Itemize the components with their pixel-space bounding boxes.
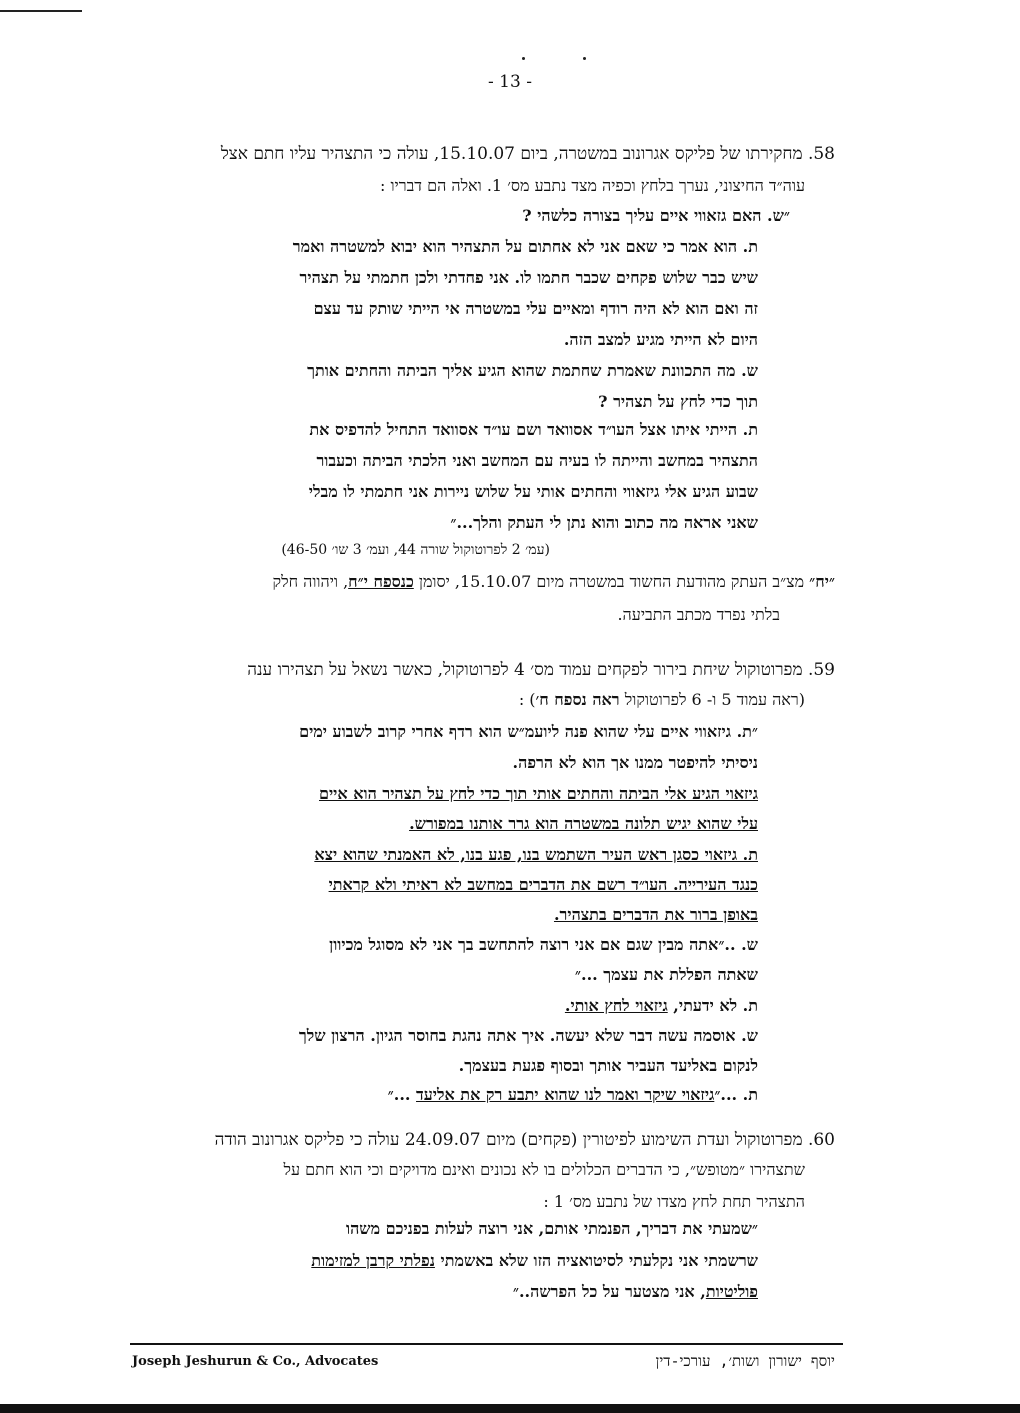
quote-answer-line: ניסיתי להיפטר ממנו אך הוא לא הרפה.	[512, 753, 758, 772]
quote-line	[513, 1282, 758, 1302]
quote-answer-line	[565, 996, 758, 1016]
quote-answer-line: זה ואם הוא לא היה רודף ומאיים עלי במשטרה אי הייתי שותק עד עצם	[313, 299, 758, 318]
quote-line: ״שמעתי את דבריך, הפנמתי אותם, אני רוצה לעלות בפניכם משהו	[346, 1219, 758, 1238]
annex-line: בלתי נפרד מכתב התביעה.	[617, 605, 780, 624]
scan-corner-line	[0, 10, 82, 12]
paragraph-59-line: 59. מפרוטוקול שיחת בירור לפקחים עמוד מס׳ 4 לפרוטוקול, כאשר נשאל על תצהירו ענה	[247, 660, 835, 680]
quote-answer-line: שיש כבר שלוש פקחים שכבר חתמו לו. אני פחדתי ולכן חתמתי על תצהיר	[299, 268, 758, 287]
quote-answer-line: ת. הוא אמר כי שאם אני לא אחתום על התצהיר הוא יבוא למשטרה ואמר	[292, 237, 758, 256]
footer-divider	[130, 1343, 843, 1345]
quote-text: שרשמתי אני נקלעתי לסיטואציה הזו שלא באשמתי	[434, 1251, 758, 1270]
reference-text-end: ) :	[518, 690, 536, 709]
scan-dot	[522, 57, 525, 60]
quote-answer-line-underlined: ת. גיזאוי כסגן ראש העיר השתמש בנו, פגע בנו, לא האמנתי שהוא יצא	[314, 845, 758, 864]
quote-answer-line: ת. הייתי איתו אצל העו״ד אסוואד ושם עו״ד אסוואד התחיל להדפיס את	[309, 420, 758, 439]
quote-answer-line-underlined: גיזאוי הגיע אלי הביתה והחתים אותי תוך כדי לחץ על תצהיר הוא איים	[319, 784, 758, 803]
answer-underlined: גיזאוי לחץ אותי.	[564, 996, 668, 1015]
quote-question: ״ש. האם גזאווי איים עליך בצורה כלשהי ?	[522, 206, 790, 225]
footer-firm-name-english: Joseph Jeshurun & Co., Advocates	[132, 1354, 379, 1369]
paragraph-60-line: התצהיר תחת לחץ מצדו של נתבע מס׳ 1 :	[543, 1192, 805, 1211]
scan-dot	[583, 57, 586, 60]
annex-text-end: , ויהווה חלק	[272, 572, 349, 591]
quote-question-line: ש. ..״אתה מבין שגם אם אני רוצה להתחשב בך אני לא מסוגל מכיוון	[329, 935, 758, 954]
quote-answer-line: שבוע הגיע אלי גיזאווי והחתים אותי על שלוש ניירות אני חתמתי לו מבלי	[308, 482, 758, 501]
answer-prefix: ת. לא ידעתי,	[667, 996, 758, 1015]
paragraph-58-line: 58. מחקירתו של פליקס אגרונוב במשטרה, ביום 15.10.07, עולה כי התצהיר עליו חתם אצל	[220, 144, 835, 164]
protocol-reference: (עמ׳ 2 לפרוטוקול שורה 44, ועמ׳ 3 שו׳ 46-50)	[281, 542, 550, 558]
quote-answer-line-underlined: עלי שהוא יגיש תלונה במשטרה הוא גרר אותנו במפורש.	[409, 814, 758, 833]
quote-answer-line-underlined: כנגד העירייה. העו״ד רשם את הדברים במחשב לא ראיתי ולא קראתי	[328, 875, 758, 894]
paragraph-58-line: עוה״ד החיצוני, נערך בלחץ וכפיה מצד נתבע מס׳ 1. ואלה הם דבריו :	[379, 176, 805, 195]
paragraph-60-line: שתצהירו ״מטופש״, כי הדברים הכלולים בו לא נכונים ואינם מדויקים וכי הוא חתם על	[283, 1160, 805, 1179]
scan-bottom-edge	[0, 1404, 1020, 1413]
annex-text: מצ״ב העתק מהודעת החשוד במשטרה מיום 15.10.07, יסומן	[413, 572, 810, 591]
quote-answer-line: התצהיר במחשב והייתה לו בעיה עם המחשב ואני הלכתי הביתה וכעבור	[316, 451, 758, 470]
quote-underlined: פוליטיות	[705, 1282, 758, 1301]
annex-line	[273, 572, 835, 592]
answer-underlined: גיזאוי שיקר ואמר לנו שהוא יתבע רק את אליעד	[416, 1085, 715, 1104]
quote-answer-line	[388, 1085, 758, 1105]
quote-text: , אני מצטער על כל הפרשה..״	[512, 1282, 706, 1301]
answer-suffix: ...״	[387, 1085, 417, 1104]
quote-question-line: ש. מה התכוונת שאמרת שחתמת שהוא הגיע אליך הביתה והחתים אותך	[307, 361, 758, 380]
quote-question-line: לנקום באליעד העביר אותך ובסוף פגעת בעצמך.	[458, 1056, 758, 1075]
reference-text: (ראה עמוד 5 ו- 6 לפרוטוקול	[619, 690, 805, 709]
quote-question-line: שאתה הפללת את עצמך ...״	[574, 965, 758, 984]
annex-reference: ראה נספח ח׳	[535, 690, 620, 709]
footer-firm-name-hebrew: יוסף ישורון ושות׳, עורכי-דין	[655, 1352, 835, 1370]
answer-prefix: ת. ...״	[714, 1085, 758, 1104]
quote-line	[311, 1251, 758, 1271]
quote-question-line: ש. אוסמה עשה דבר שלא יעשה. איך אתה נהגת בחוסר הגיון. הרצון שלך	[298, 1026, 758, 1045]
quote-answer-line: ״ת. גיזאווי איים עלי שהוא פנה ליועמ״ש הוא רדף אחרי קרוב לשבוע ימים	[299, 722, 758, 741]
paragraph-60-line: 60. מפרוטוקול ועדת השימוע לפיטורין (פקחים) מיום 24.09.07 עולה כי פליקס אגרונוב הודה	[214, 1130, 835, 1150]
quote-question-line: תוך כדי לחץ על תצהיר ?	[598, 392, 758, 411]
paragraph-59-line	[519, 690, 805, 710]
quote-answer-line: שאני אראה מה כתוב והוא נתן לי העתק והלך...״	[450, 513, 758, 532]
quote-answer-line: היום לא הייתי מגיע למצב הזה.	[563, 330, 758, 349]
quote-underlined: נפלתי קרבן למזימות	[311, 1251, 435, 1270]
quote-answer-line-underlined: באופן ברור את הדברים בתצהיר.	[553, 905, 758, 924]
annex-tag: ״יח״	[809, 572, 835, 591]
page-number: - 13 -	[488, 72, 532, 92]
annex-link: כנספח י״ח	[348, 572, 414, 591]
